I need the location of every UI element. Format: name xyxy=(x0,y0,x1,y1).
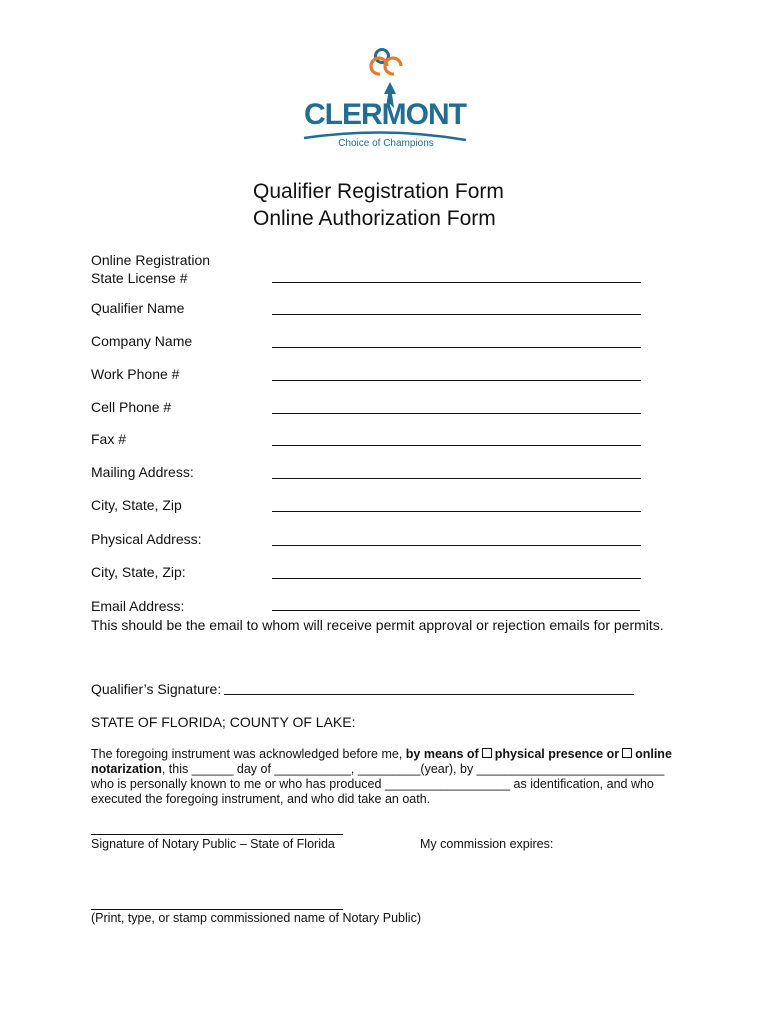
notary-paragraph-line2 xyxy=(91,762,664,776)
state-county-heading: STATE OF FLORIDA; COUNTY OF LAKE: xyxy=(91,714,356,730)
physical-presence-checkbox[interactable] xyxy=(482,748,492,758)
state-license-label: State License # xyxy=(91,270,188,286)
physical-address-field[interactable] xyxy=(272,545,641,546)
notary-name-field[interactable] xyxy=(91,909,343,910)
state-license-field[interactable] xyxy=(272,282,641,283)
qualifier-signature-label: Qualifier’s Signature: xyxy=(91,681,222,697)
company-name-field[interactable] xyxy=(272,347,641,348)
cell-phone-label: Cell Phone # xyxy=(91,399,172,415)
notary-name-label: (Print, type, or stamp commissioned name of Notary Public) xyxy=(91,911,421,925)
online-registration-label: Online Registration xyxy=(91,252,211,268)
mailing-address-label: Mailing Address: xyxy=(91,464,194,480)
physical-city-label: City, State, Zip: xyxy=(91,564,186,580)
notary-signature-field[interactable] xyxy=(91,834,343,835)
email-label: Email Address: xyxy=(91,598,185,614)
company-name-label: Company Name xyxy=(91,333,193,349)
mailing-city-field[interactable] xyxy=(272,511,641,512)
qualifier-signature-field[interactable] xyxy=(224,694,634,695)
logo-wordmark: CLERMONT xyxy=(304,98,466,131)
fax-field[interactable] xyxy=(272,445,641,446)
notary-signature-label: Signature of Notary Public – State of Florida xyxy=(91,837,335,851)
notary-p1-online: online xyxy=(635,747,672,761)
physical-city-field[interactable] xyxy=(272,578,641,579)
physical-address-label: Physical Address: xyxy=(91,531,202,547)
logo-tagline: Choice of Champions xyxy=(338,138,434,149)
notary-p2-text: , this ______ day of ___________, _________(year), by ___________________________ xyxy=(161,762,665,776)
email-field[interactable] xyxy=(272,610,640,611)
qualifier-name-field[interactable] xyxy=(272,314,641,315)
qualifier-name-label: Qualifier Name xyxy=(91,300,185,316)
notary-paragraph-line4: executed the foregoing instrument, and who did take an oath. xyxy=(91,792,431,806)
mailing-city-label: City, State, Zip xyxy=(91,497,182,513)
mailing-address-field[interactable] xyxy=(272,478,641,479)
form-title: Qualifier Registration Form xyxy=(253,180,504,203)
notary-p1-physical: physical presence or xyxy=(494,747,620,761)
work-phone-label: Work Phone # xyxy=(91,366,180,382)
notary-p2-bold: notarization xyxy=(91,762,162,776)
notary-paragraph-line1 xyxy=(91,747,672,761)
cell-phone-field[interactable] xyxy=(272,413,641,414)
clermont-logo xyxy=(300,46,470,150)
work-phone-field[interactable] xyxy=(272,380,641,381)
email-note: This should be the email to whom will receive permit approval or rejection emails for permits. xyxy=(91,617,664,633)
form-subtitle: Online Authorization Form xyxy=(253,207,496,230)
fax-label: Fax # xyxy=(91,431,127,447)
notary-paragraph-line3: who is personally known to me or who has produced __________________ as identification, and who xyxy=(91,777,654,791)
online-notarization-checkbox[interactable] xyxy=(622,748,632,758)
notary-p1-text: The foregoing instrument was acknowledged before me, xyxy=(91,747,403,761)
notary-p1-bold: by means of xyxy=(405,747,479,761)
commission-expires-label: My commission expires: xyxy=(420,837,554,851)
